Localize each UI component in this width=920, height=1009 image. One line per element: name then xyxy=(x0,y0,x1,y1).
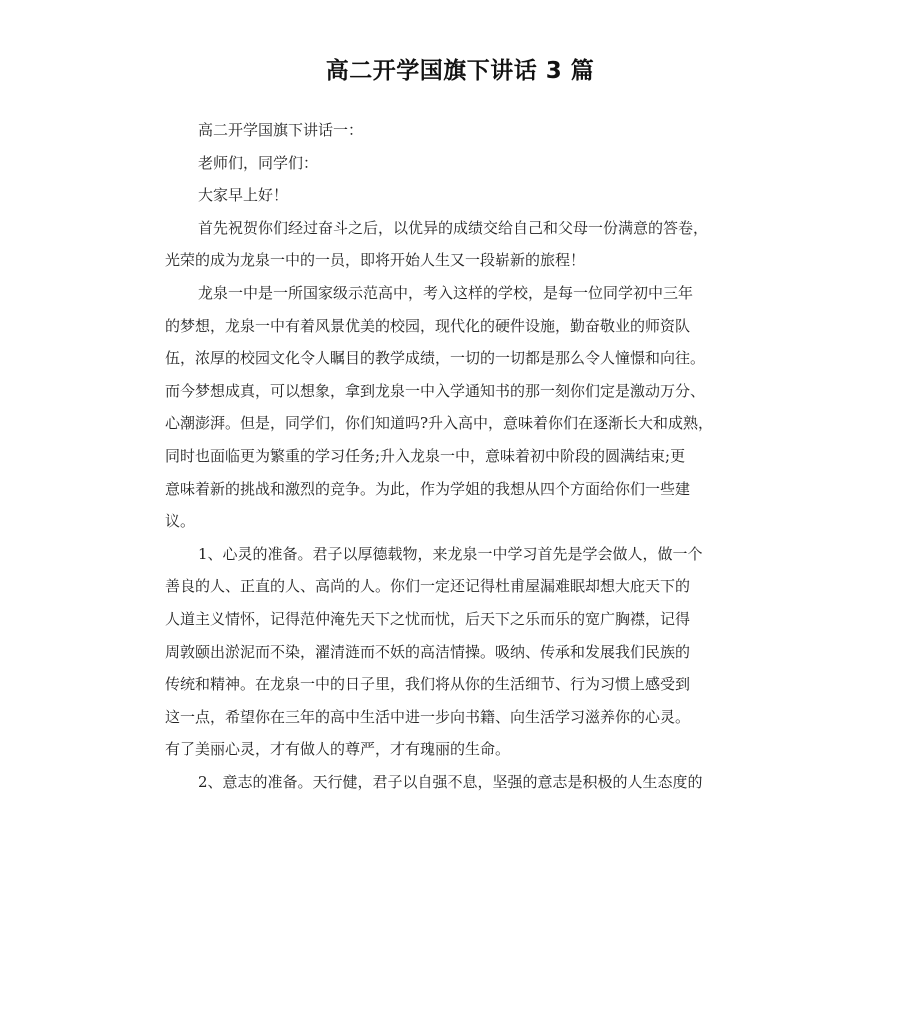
text-line: 龙泉一中是一所国家级示范高中，考入这样的学校，是每一位同学初中三年 xyxy=(198,283,694,302)
text-line: 善良的人、正直的人、高尚的人。你们一定还记得杜甫屋漏难眠却想大庇天下的 xyxy=(165,577,691,596)
text-line: 2、意志的准备。天行健，君子以自强不息，坚强的意志是积极的人生态度的 xyxy=(198,772,703,791)
text-line: 传统和精神。在龙泉一中的日子里，我们将从你的生活细节、行为习惯上感受到 xyxy=(165,675,691,694)
text-line: 光荣的成为龙泉一中的一员，即将开始人生又一段崭新的旅程！ xyxy=(165,251,586,270)
text-line: 人道主义情怀，记得范仲淹先天下之忧而忧，后天下之乐而乐的宽广胸襟，记得 xyxy=(165,609,691,628)
text-line: 心潮澎湃。但是，同学们，你们知道吗?升入高中，意味着你们在逐渐长大和成熟， xyxy=(165,414,714,433)
text-line: 大家早上好！ xyxy=(198,186,289,205)
text-line: 这一点，希望你在三年的高中生活中进一步向书籍、向生活学习滋养你的心灵。 xyxy=(165,707,691,726)
text-line: 有了美丽心灵，才有做人的尊严，才有瑰丽的生命。 xyxy=(165,740,511,759)
text-line: 老师们，同学们： xyxy=(198,153,319,172)
text-line: 伍，浓厚的校园文化令人瞩目的教学成绩，一切的一切都是那么令人憧憬和向往。 xyxy=(165,349,706,368)
text-line: 议。 xyxy=(165,512,196,531)
document-title: 高二开学国旗下讲话 3 篇 xyxy=(325,58,595,84)
text-line: 同时也面临更为繁重的学习任务;升入龙泉一中，意味着初中阶段的圆满结束;更 xyxy=(165,446,686,465)
text-line: 意味着新的挑战和激烈的竞争。为此，作为学姐的我想从四个方面给你们一些建 xyxy=(165,479,691,498)
document-body xyxy=(165,114,770,798)
text-line: 的梦想，龙泉一中有着风景优美的校园，现代化的硬件设施，勤奋敬业的师资队 xyxy=(165,316,691,335)
text-line: 而今梦想成真，可以想象，拿到龙泉一中入学通知书的那一刻你们定是激动万分、 xyxy=(165,381,706,400)
text-line: 高二开学国旗下讲话一： xyxy=(198,121,364,139)
text-line: 首先祝贺你们经过奋斗之后，以优异的成绩交给自己和父母一份满意的答卷， xyxy=(198,218,709,237)
text-line: 1、心灵的准备。君子以厚德载物，来龙泉一中学习首先是学会做人，做一个 xyxy=(198,544,703,563)
text-line: 周敦颐出淤泥而不染，濯清涟而不妖的高洁情操。吸纳、传承和发展我们民族的 xyxy=(165,642,691,661)
